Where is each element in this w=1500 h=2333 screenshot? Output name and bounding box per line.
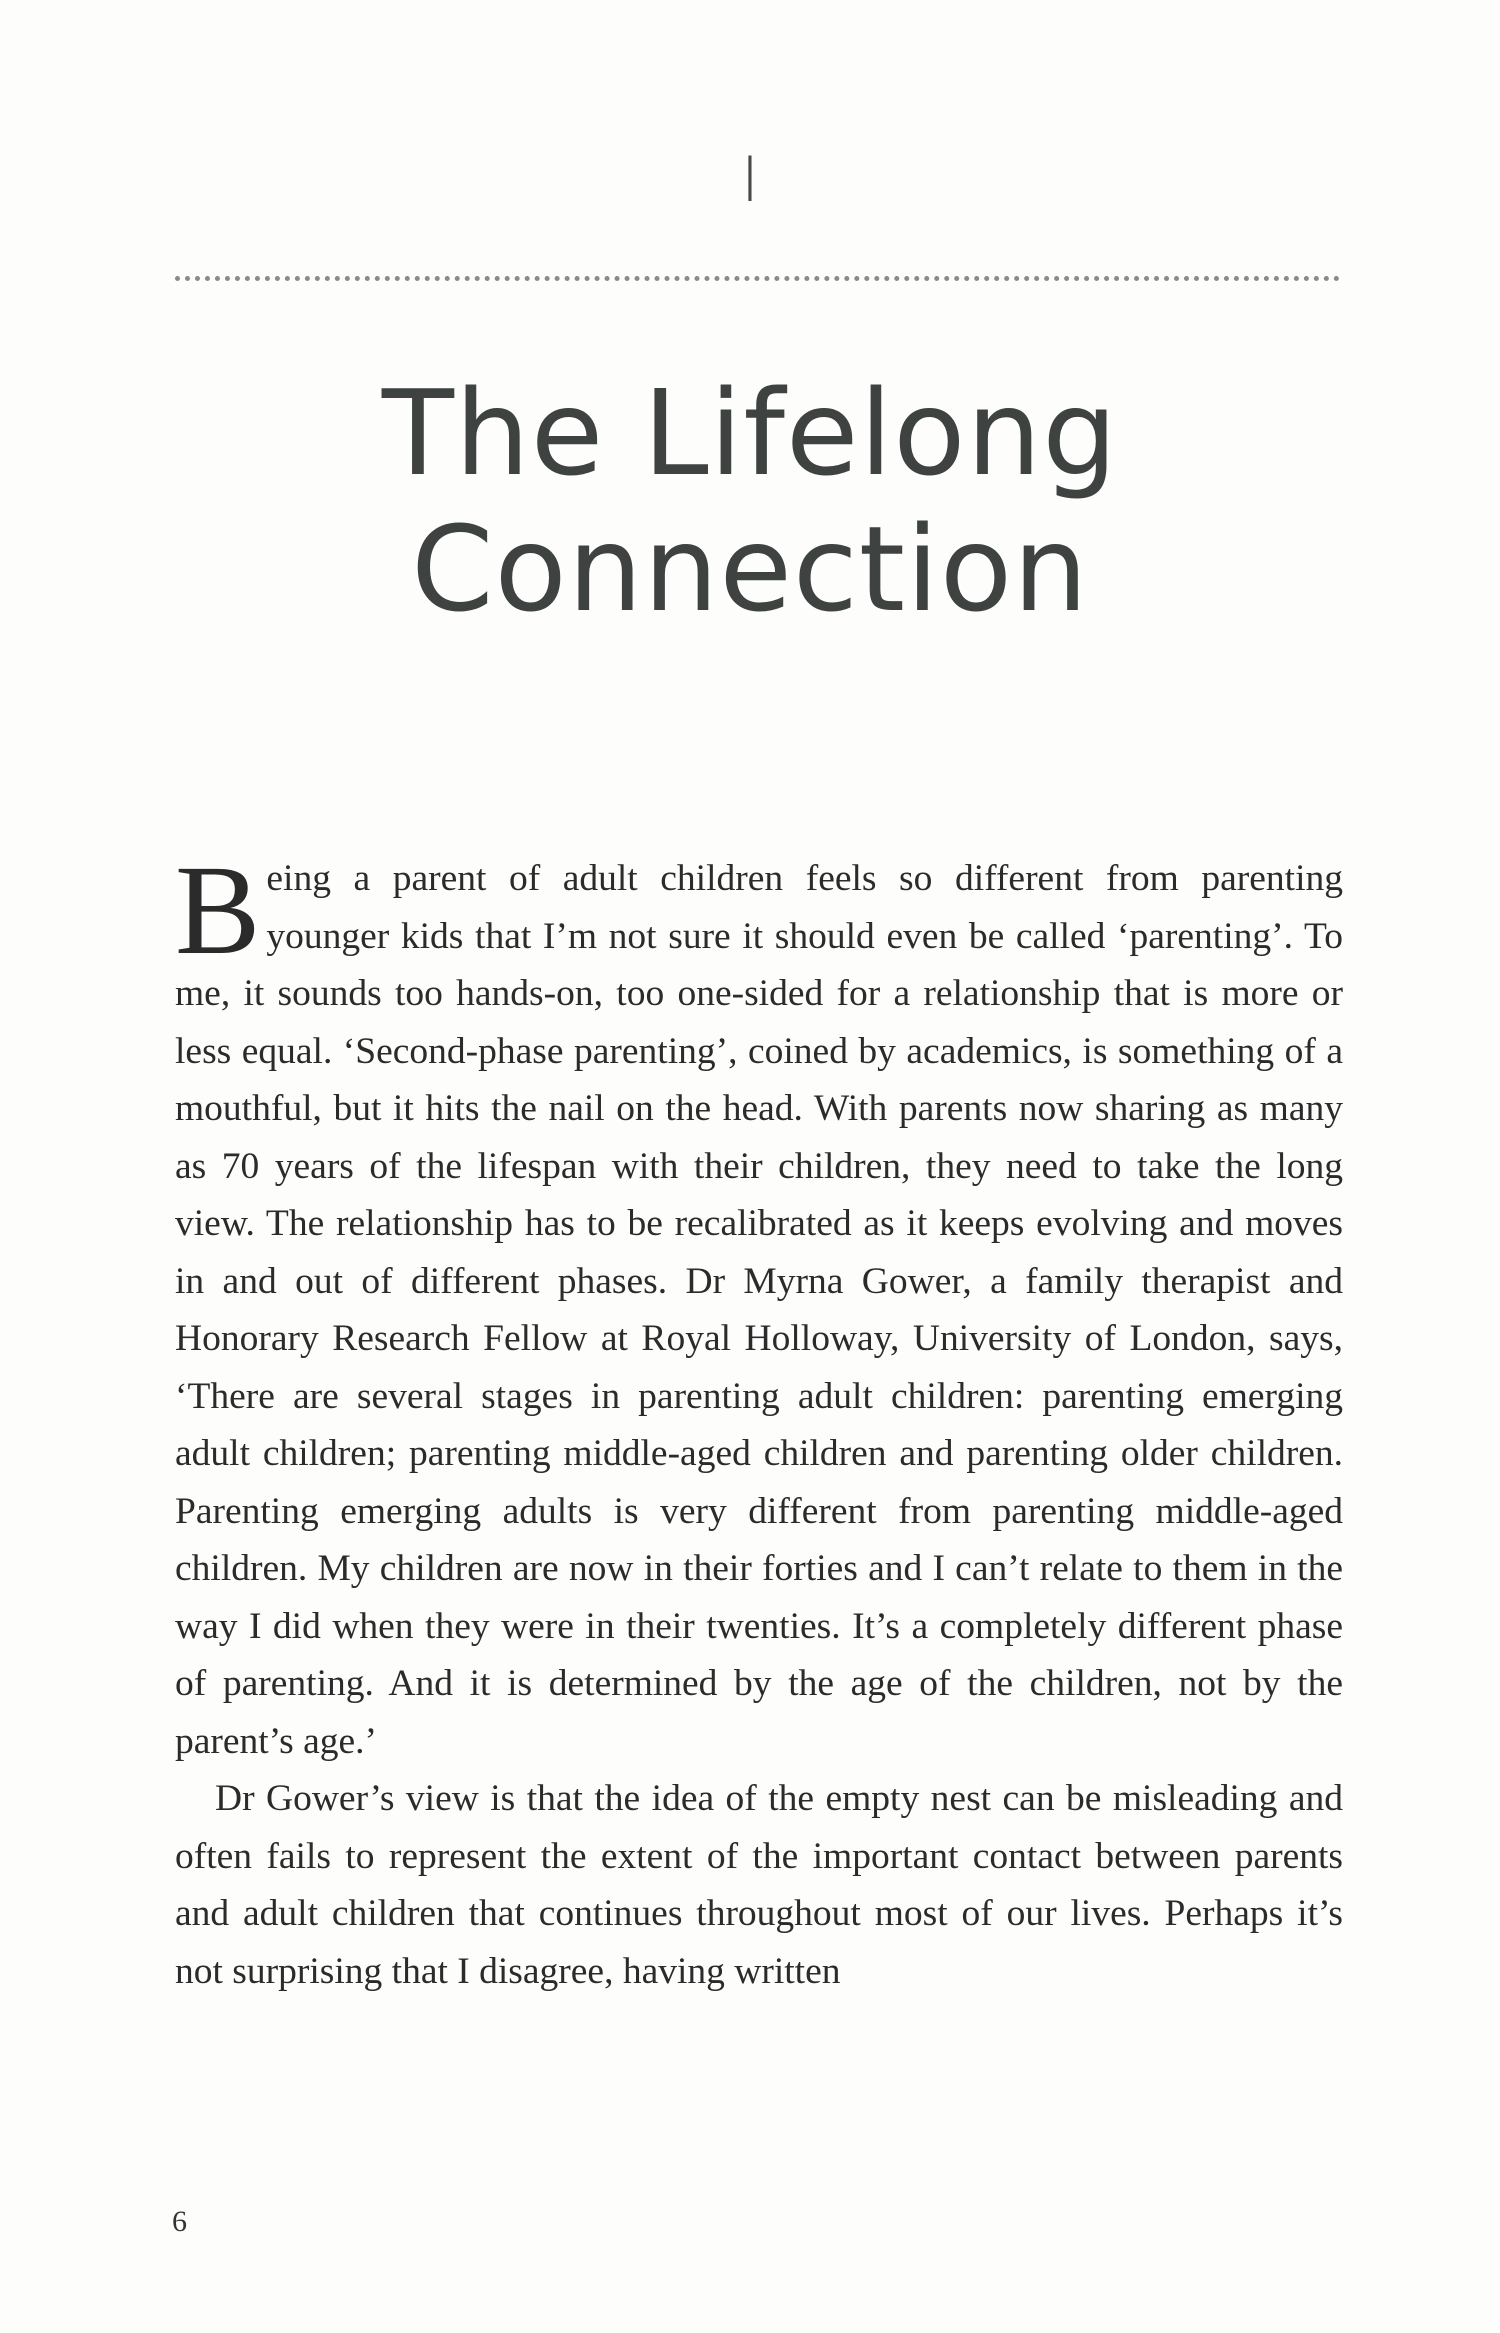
paragraph-1: [175, 839, 1343, 1770]
drop-cap: B: [175, 839, 261, 981]
chapter-title-line-2: Connection: [411, 500, 1089, 638]
dotted-divider: [175, 276, 1340, 281]
page-number: 6: [172, 2205, 187, 2238]
paragraph-2: Dr Gower’s view is that the idea of the empty nest can be misleading and often fails to represent the extent of the important contact between parents and adult children that continues throughout most of our lives. Perhaps it’s not surprising that I disagree, having written: [175, 1778, 1343, 1992]
chapter-number: I: [740, 143, 760, 216]
chapter-title: [0, 365, 1500, 637]
body-text: [175, 839, 1343, 2000]
paragraph-1-text: eing a parent of adult children feels so different from parenting younger kids that I’m not sure it should even be called ‘parenting’. To me, it sounds too hands-on, too one-sided for a relationship that is more or less equal. ‘Second-phase parenting’, coined by academics, is something of a mouthful, but it hits the nail on the head. With parents now sharing as many as 70 years of the lifespan with their children, they need to take the long view. The relationship has to be recalibrated as it keeps evolving and moves in and out of different phases. Dr Myrna Gower, a family therapist and Honorary Research Fellow at Royal Holloway, University of London, says, ‘There are several stages in parenting adult children: parenting emerging adult children; parenting middle-aged children and parenting older children. Parenting emerging adults is very different from parenting middle-aged children. My children are now in their forties and I can’t relate to them in the way I did when they were in their twenties. It’s a completely different phase of parenting. And it is determined by the age of the children, not by the parent’s age.’: [175, 858, 1343, 1762]
chapter-title-line-1: The Lifelong: [381, 364, 1119, 502]
